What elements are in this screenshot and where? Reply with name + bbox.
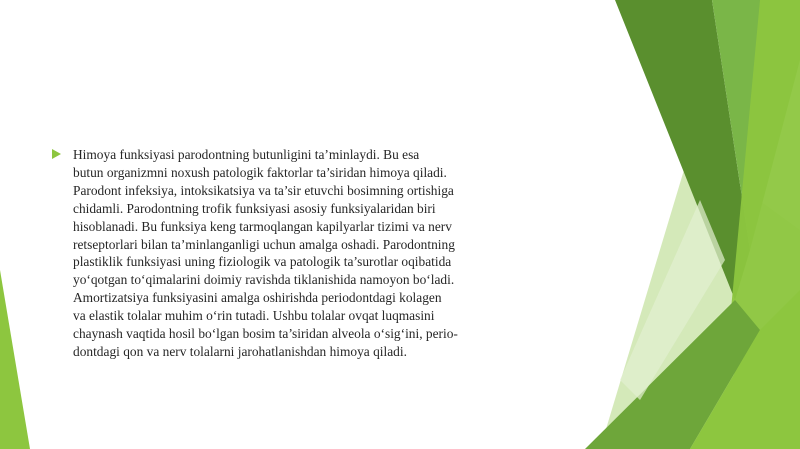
paragraph-line: va elastik tolalar muhim o‘rin tutadi. Ushbu tolalar ovqat luqmasini [73,308,435,324]
bullet-item [52,146,512,361]
text-content [52,146,512,361]
paragraph-line: yo‘qotgan to‘qimalarini doimiy ravishda tiklanishida namoyon bo‘ladi. [73,272,455,288]
left-edge-green-shape [0,270,30,449]
paragraph-text [73,146,458,361]
paragraph-line: butun organizmni noxush patologik faktorlar ta’siridan himoya qiladi. [73,164,447,180]
paragraph-line: Himoya funksiyasi parodontning butunligini ta’minlaydi. Bu esa [73,147,420,162]
paragraph-line: hisoblanadi. Bu funksiya keng tarmoqlangan kapilyarlar tizimi va nerv [73,218,452,234]
paragraph-line: plastiklik funksiyasi uning fiziologik va patologik ta’surotlar oqibatida [73,254,452,270]
paragraph-line: chaynash vaqtida hosil bo‘lgan bosim ta’siridan alveola o‘sig‘ini, perio- [73,326,458,342]
paragraph-line: retseptorlari bilan ta’minlanganligi uchun amalga oshadi. Parodontning [73,236,455,252]
paragraph-line: Parodont infeksiya, intoksikatsiya va ta’sir etuvchi bosimning ortishiga [73,182,454,198]
triangle-bullet-icon [52,149,61,159]
paragraph-line: chidamli. Parodontning trofik funksiyasi asosiy funksiyalaridan biri [73,200,436,216]
paragraph-line: Amortizatsiya funksiyasini amalga oshirishda periodontdagi kolagen [73,290,442,306]
paragraph-line: dontdagi qon va nerv tolalarni jarohatlanishdan himoya qiladi. [73,343,407,359]
